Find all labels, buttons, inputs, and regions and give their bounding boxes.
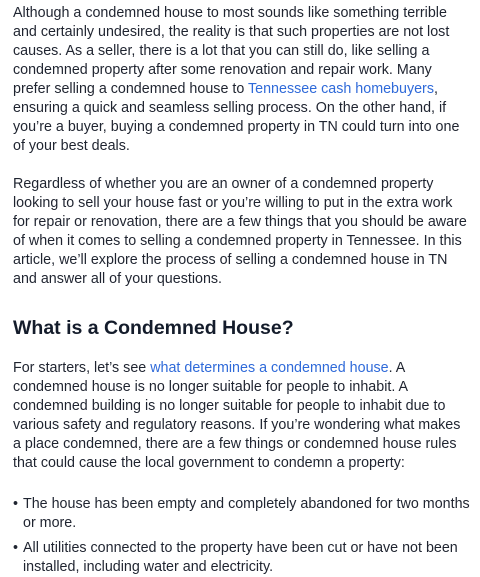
what-determines-condemned-house-link[interactable]: what determines a condemned house (150, 360, 389, 376)
condemnation-reasons-list (13, 495, 470, 577)
list-item-text: All utilities connected to the property have been cut or have not been installed, including water and electricity. (23, 540, 458, 575)
intro-paragraph (13, 4, 470, 156)
bullet-icon: • (13, 540, 19, 556)
list-item (13, 495, 470, 533)
definition-text-start: For starters, let’s see (13, 360, 151, 376)
definition-text-end: . A condemned house is no longer suitable for people to inhabit. A condemned building is no longer suitable for people to inhabit due to various safety and regulatory reasons. If you’re wondering what makes a place condemned, there are a few things or condemned house rules that could cause the local government to condemn a property: (13, 360, 461, 471)
list-item (13, 539, 470, 577)
bullet-icon: • (13, 496, 19, 512)
definition-paragraph (13, 359, 470, 473)
tennessee-cash-homebuyers-link[interactable]: Tennessee cash homebuyers (248, 81, 434, 97)
second-paragraph: Regardless of whether you are an owner of a condemned property looking to sell your house fast or you’re willing to put in the extra work for repair or renovation, there are a few things that you should be aware of when it comes to selling a condemned property in Tennessee. In this article, we’ll explore the process of selling a condemned house in TN and answer all of your questions. (13, 176, 467, 287)
section-heading: What is a Condemned House? (13, 317, 294, 339)
intro-text-start: Although a condemned house to most sounds like something terrible and certainly undesired, the reality is that such properties are not lost causes. As a seller, there is a lot that you can still do, like selling a condemned property after some renovation and repair work. Many prefer selling a condemned house to (13, 5, 450, 97)
intro-text-end: , ensuring a quick and seamless selling process. On the other hand, if you’re a buyer, buying a condemned property in TN could turn into one of your best deals. (13, 81, 460, 154)
list-item-text: The house has been empty and completely abandoned for two months or more. (23, 496, 470, 531)
